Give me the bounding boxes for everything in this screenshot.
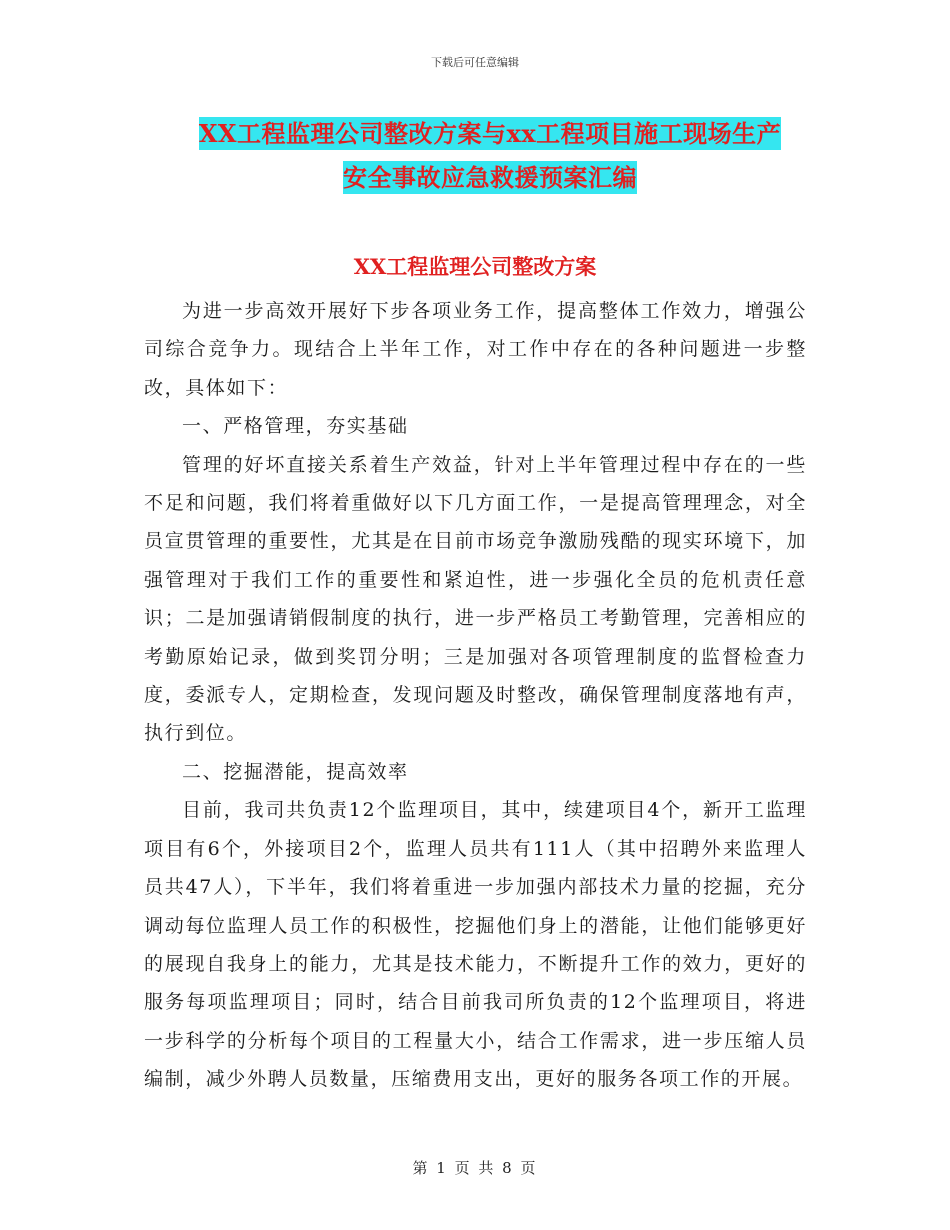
header-note: 下载后可任意编辑 [431,56,519,69]
document-title-line-2: 安全事故应急救援预案汇编 [343,163,637,192]
projects-paragraph: 目前，我司共负责12个监理项目，其中，续建项目4个，新开工监理项目有6个，外接项目2个，监理人员共有111人（其中招聘外来监理人员共47人），下半年，我们将着重进一步加强内部技术力量的挖掘，充分调动每位监理人员工作的积极性，挖掘他们身上的潜能，让他们能够更好的展现自我身上的能力，尤其是技术能力，不断提升工作的效力，更好的服务每项监理项目；同时，结合目前我司所负责的12个监理项目，将进一步科学的分析每个项目的工程量大小，结合工作需求，进一步压缩人员编制，减少外聘人员数量，压缩费用支出，更好的服务各项工作的开展。 [144,799,807,1091]
management-paragraph: 管理的好坏直接关系着生产效益，针对上半年管理过程中存在的一些不足和问题，我们将着重做好以下几方面工作，一是提高管理理念，对全员宣贯管理的重要性，尤其是在目前市场竞争激励残酷的现实环境下，加强管理对于我们工作的重要性和紧迫性，进一步强化全员的危机责任意识；二是加强请销假制度的执行，进一步严格员工考勤管理，完善相应的考勤原始记录，做到奖罚分明；三是加强对各项管理制度的监督检查力度，委派专人，定期检查，发现问题及时整改，确保管理制度落地有声，执行到位。 [144,453,807,745]
intro-paragraph: 为进一步高效开展好下步各项业务工作，提高整体工作效力，增强公司综合竞争力。现结合上半年工作，对工作中存在的各种问题进一步整改，具体如下： [144,300,807,399]
heading-strict-management: 一、严格管理，夯实基础 [182,415,409,438]
heading-tap-potential: 二、挖掘潜能，提高效率 [182,760,409,783]
document-title [140,112,840,200]
section-title: XX工程监理公司整改方案 [353,254,597,279]
page-number: 第 1 页 共 8 页 [412,1159,538,1177]
document-body [144,292,807,1099]
document-title-line-1: XX工程监理公司整改方案与xx工程项目施工现场生产 [198,119,782,148]
